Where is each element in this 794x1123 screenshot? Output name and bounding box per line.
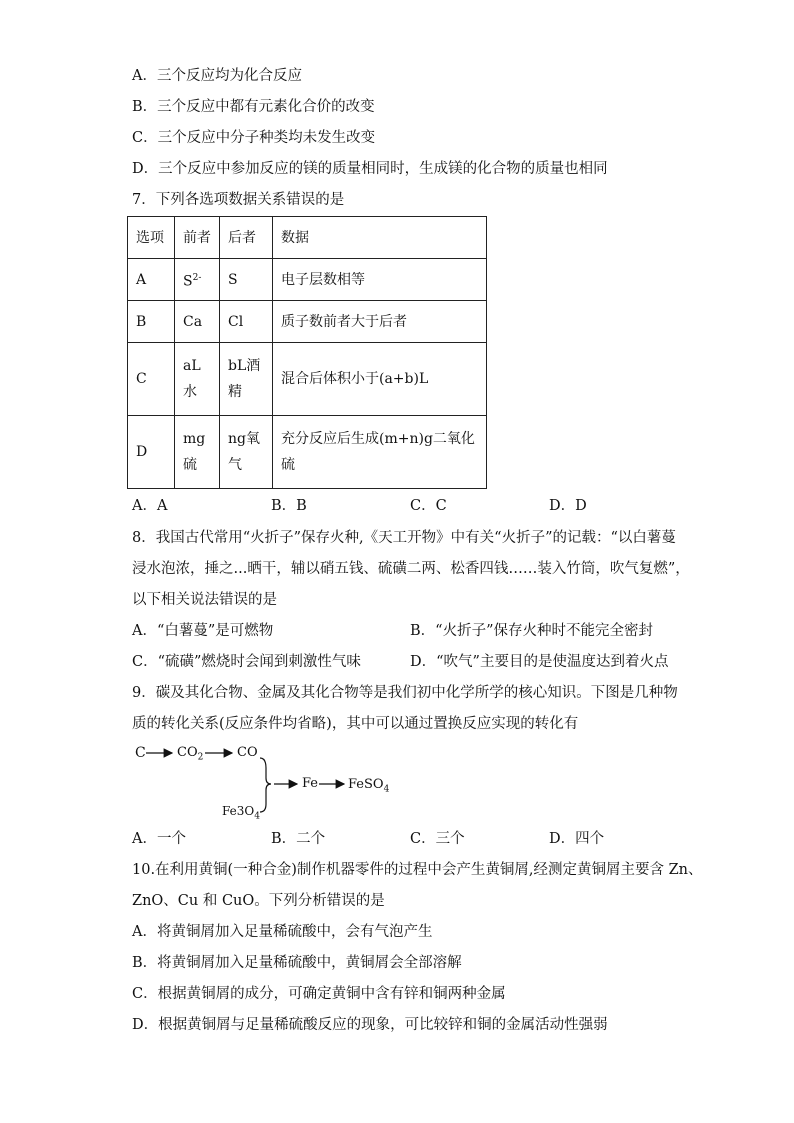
q7-answer-c: C．C (410, 498, 447, 514)
table-row (128, 416, 487, 489)
q10-option-c: C．根据黄铜屑的成分，可确定黄铜中含有锌和铜两种金属 (132, 986, 506, 1002)
q9-conversion-diagram (132, 742, 412, 824)
q10-option-b: B．将黄铜屑加入足量稀硫酸中，黄铜屑会全部溶解 (132, 955, 462, 971)
row-c-data: 混合后体积小于(a+b)L (273, 343, 487, 416)
row-b-former: Ca (175, 301, 220, 343)
header-latter: 后者 (220, 217, 273, 259)
formula-feso4: FeSO$_4$ (348, 777, 390, 795)
q8-option-d: D．“吹气”主要目的是使温度达到着火点 (410, 654, 669, 670)
q10-line-1: 10.在利用黄铜(一种合金)制作机器零件的过程中会产生黄铜屑,经测定黄铜屑主要含 Zn、 (132, 862, 703, 878)
row-c-former: aL水 (175, 343, 220, 416)
row-b-latter: Cl (220, 301, 273, 343)
formula-co: CO (237, 745, 258, 760)
q8-option-a: A．“白薯蔓”是可燃物 (132, 623, 274, 639)
q8-option-c: C．“硫磺”燃烧时会闻到刺激性气味 (132, 654, 361, 670)
q9-line-2: 质的转化关系(反应条件均省略)，其中可以通过置换反应实现的转化有 (132, 716, 579, 732)
row-d-latter: ng氧 气 (220, 416, 273, 489)
q7-stem: 7．下列各选项数据关系错误的是 (132, 192, 345, 208)
row-c-option: C (128, 343, 175, 416)
q8-option-b: B．“火折子”保存火种时不能完全密封 (410, 623, 653, 639)
row-a-data: 电子层数相等 (273, 259, 487, 301)
q9-answer-b: B．二个 (271, 831, 326, 847)
q7-answer-a: A．A (132, 498, 168, 514)
q6-option-a: A．三个反应均为化合反应 (132, 68, 302, 84)
row-d-data: 充分反应后生成(m+n)g二氧化硫 (273, 416, 487, 489)
row-b-option: B (128, 301, 175, 343)
q7-table (127, 216, 487, 489)
q10-line-2: ZnO、Cu 和 CuO。下列分析错误的是 (132, 893, 385, 909)
formula-co2: $CO_2$ (177, 745, 204, 763)
row-a-option: A (128, 259, 175, 301)
formula-c: C (135, 745, 146, 761)
q7-answer-d: D．D (549, 498, 587, 514)
row-d-option: D (128, 416, 175, 489)
q9-answer-a: A．一个 (132, 831, 186, 847)
q9-answer-d: D．四个 (549, 831, 605, 847)
formula-fe3o4: $Fe3O_4$ (222, 804, 260, 822)
table-header-row (128, 217, 487, 259)
q8-line-1: 8．我国古代常用“火折子”保存火种,《天工开物》中有关“火折子”的记载：“以白薯蔓 (132, 530, 676, 546)
row-a-former: $S^{2-}$ (175, 259, 220, 301)
header-former: 前者 (175, 217, 220, 259)
q9-line-1: 9．碳及其化合物、金属及其化合物等是我们初中化学所学的核心知识。下图是几种物 (132, 685, 678, 701)
header-data: 数据 (273, 217, 487, 259)
q8-line-2: 浸水泡浓，捶之...晒干，辅以硝五钱、硫磺二两、松香四钱……装入竹筒，吹气复燃”， (132, 561, 690, 577)
row-b-data: 质子数前者大于后者 (273, 301, 487, 343)
row-d-former: mg 硫 (175, 416, 220, 489)
header-option: 选项 (128, 217, 175, 259)
q10-option-d: D．根据黄铜屑与足量稀硫酸反应的现象，可比较锌和铜的金属活动性强弱 (132, 1017, 608, 1033)
row-a-latter: S (220, 259, 273, 301)
q7-answer-b: B．B (271, 498, 307, 514)
q9-answer-c: C．三个 (410, 831, 465, 847)
table-row (128, 301, 487, 343)
q6-option-b: B．三个反应中都有元素化合价的改变 (132, 99, 375, 115)
bracket (260, 758, 271, 812)
formula-fe: Fe (302, 776, 319, 791)
q10-option-a: A．将黄铜屑加入足量稀硫酸中，会有气泡产生 (132, 924, 433, 940)
q6-option-c: C．三个反应中分子种类均未发生改变 (132, 130, 376, 146)
row-c-latter: bL酒 精 (220, 343, 273, 416)
q8-line-3: 以下相关说法错误的是 (132, 592, 277, 608)
table-row (128, 259, 487, 301)
table-row (128, 343, 487, 416)
q6-option-d: D．三个反应中参加反应的镁的质量相同时，生成镁的化合物的质量也相同 (132, 161, 608, 177)
